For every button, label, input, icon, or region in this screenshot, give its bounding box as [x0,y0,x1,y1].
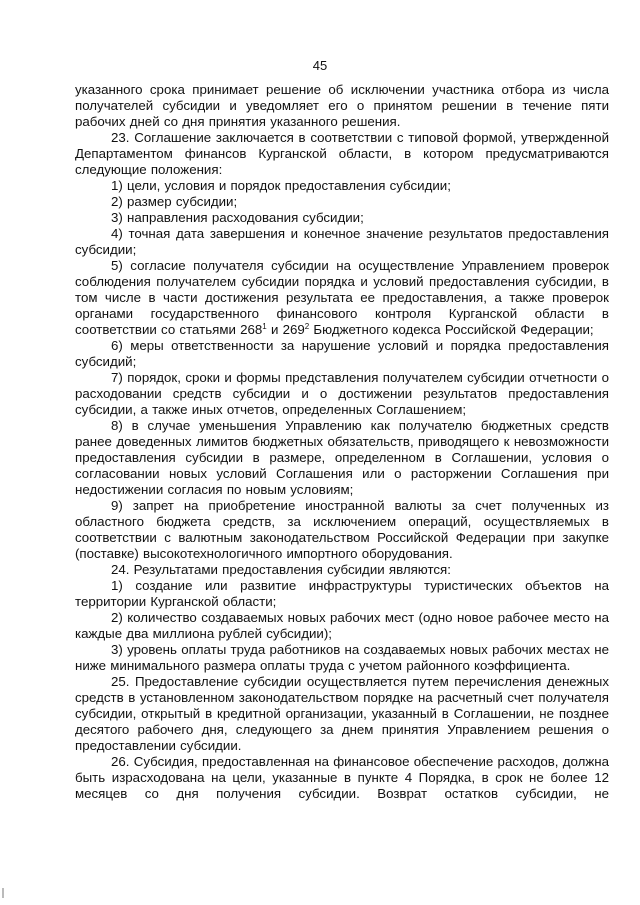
list-item-6: 6) меры ответственности за нарушение условий и порядка предоставления субсидий; [75,338,609,369]
paragraph-23: 23. Соглашение заключается в соответствии с типовой формой, утвержденной Департаментом финансов Курганской области, в котором предусматриваются следующие положения: [75,130,609,177]
list-item-5-mid: и 269 [266,322,305,337]
list-item-2: 2) размер субсидии; [111,194,238,209]
list-item-5-tail: Бюджетного кодекса Российской Федерации; [309,322,594,337]
paragraph-24: 24. Результатами предоставления субсидии являются: [111,562,451,577]
page-number: 45 [312,58,328,73]
list-item-7: 7) порядок, сроки и формы представления получателем субсидии отчетности о расходовании средств субсидии и о достижении результатов предоставления субсидии, а также иных отчетов, определенных Соглашением; [75,370,609,417]
result-item-3: 3) уровень оплаты труда работников на создаваемых новых рабочих местах не ниже минимального размера оплаты труда с учетом районного коэффициента. [75,642,609,673]
list-item-9: 9) запрет на приобретение иностранной валюты за счет полученных из областного бюджета средств, за исключением операций, осуществляемых в соответствии с валютным законодательством Российской Федерации при закупке (поставке) высокотехнологичного импортного оборудования. [75,498,609,561]
footnote-superscript-2: 2 [304,322,310,331]
result-item-2: 2) количество создаваемых новых рабочих мест (одно новое рабочее место на каждые два миллиона рублей субсидии); [75,610,609,641]
list-item-1: 1) цели, условия и порядок предоставления субсидии; [111,178,451,193]
paragraph-26: 26. Субсидия, предоставленная на финансовое обеспечение расходов, должна быть израсходована на цели, указанные в пункте 4 Порядка, в срок не более 12 месяцев со дня получения субсидии. Возврат остатков субсидии, не [75,754,609,801]
footnote-superscript-1: 1 [262,322,267,331]
document-body [75,82,609,802]
list-item-5-text: 5) согласие получателя субсидии на осуществление Управлением проверок соблюдения получателем субсидии порядка и условий предоставления субсидии, в том числе в части достижения результата ее предоставления, а также проверок органами государственного финансового контроля Курганской области в соответствии со статьями 268 [75,258,609,337]
list-item-3: 3) направления расходования субсидии; [111,210,364,225]
list-item-8: 8) в случае уменьшения Управлению как получателю бюджетных средств ранее доведенных лимитов бюджетных обязательств, приводящего к невозможности предоставления субсидии в размере, определенном в Соглашении, условия о согласовании новых условий Соглашения или о расторжении Соглашения при недостижении согласия по новым условиям; [75,418,609,497]
scan-edge-mark [2,888,4,898]
paragraph-continuation: указанного срока принимает решение об исключении участника отбора из числа получателей субсидии и уведомляет его о принятом решении в течение пяти рабочих дней со дня принятия указанного решения. [75,82,609,129]
paragraph-25: 25. Предоставление субсидии осуществляется путем перечисления денежных средств в установленном законодательством порядке на расчетный счет получателя субсидии, открытый в кредитной организации, указанный в Соглашении, не позднее десятого рабочего дня, следующего за днем принятия Управлением решения о предоставлении субсидии. [75,674,609,753]
list-item-5 [75,258,609,338]
result-item-1: 1) создание или развитие инфраструктуры туристических объектов на территории Курганской области; [75,578,609,609]
list-item-4: 4) точная дата завершения и конечное значение результатов предоставления субсидии; [75,226,609,257]
